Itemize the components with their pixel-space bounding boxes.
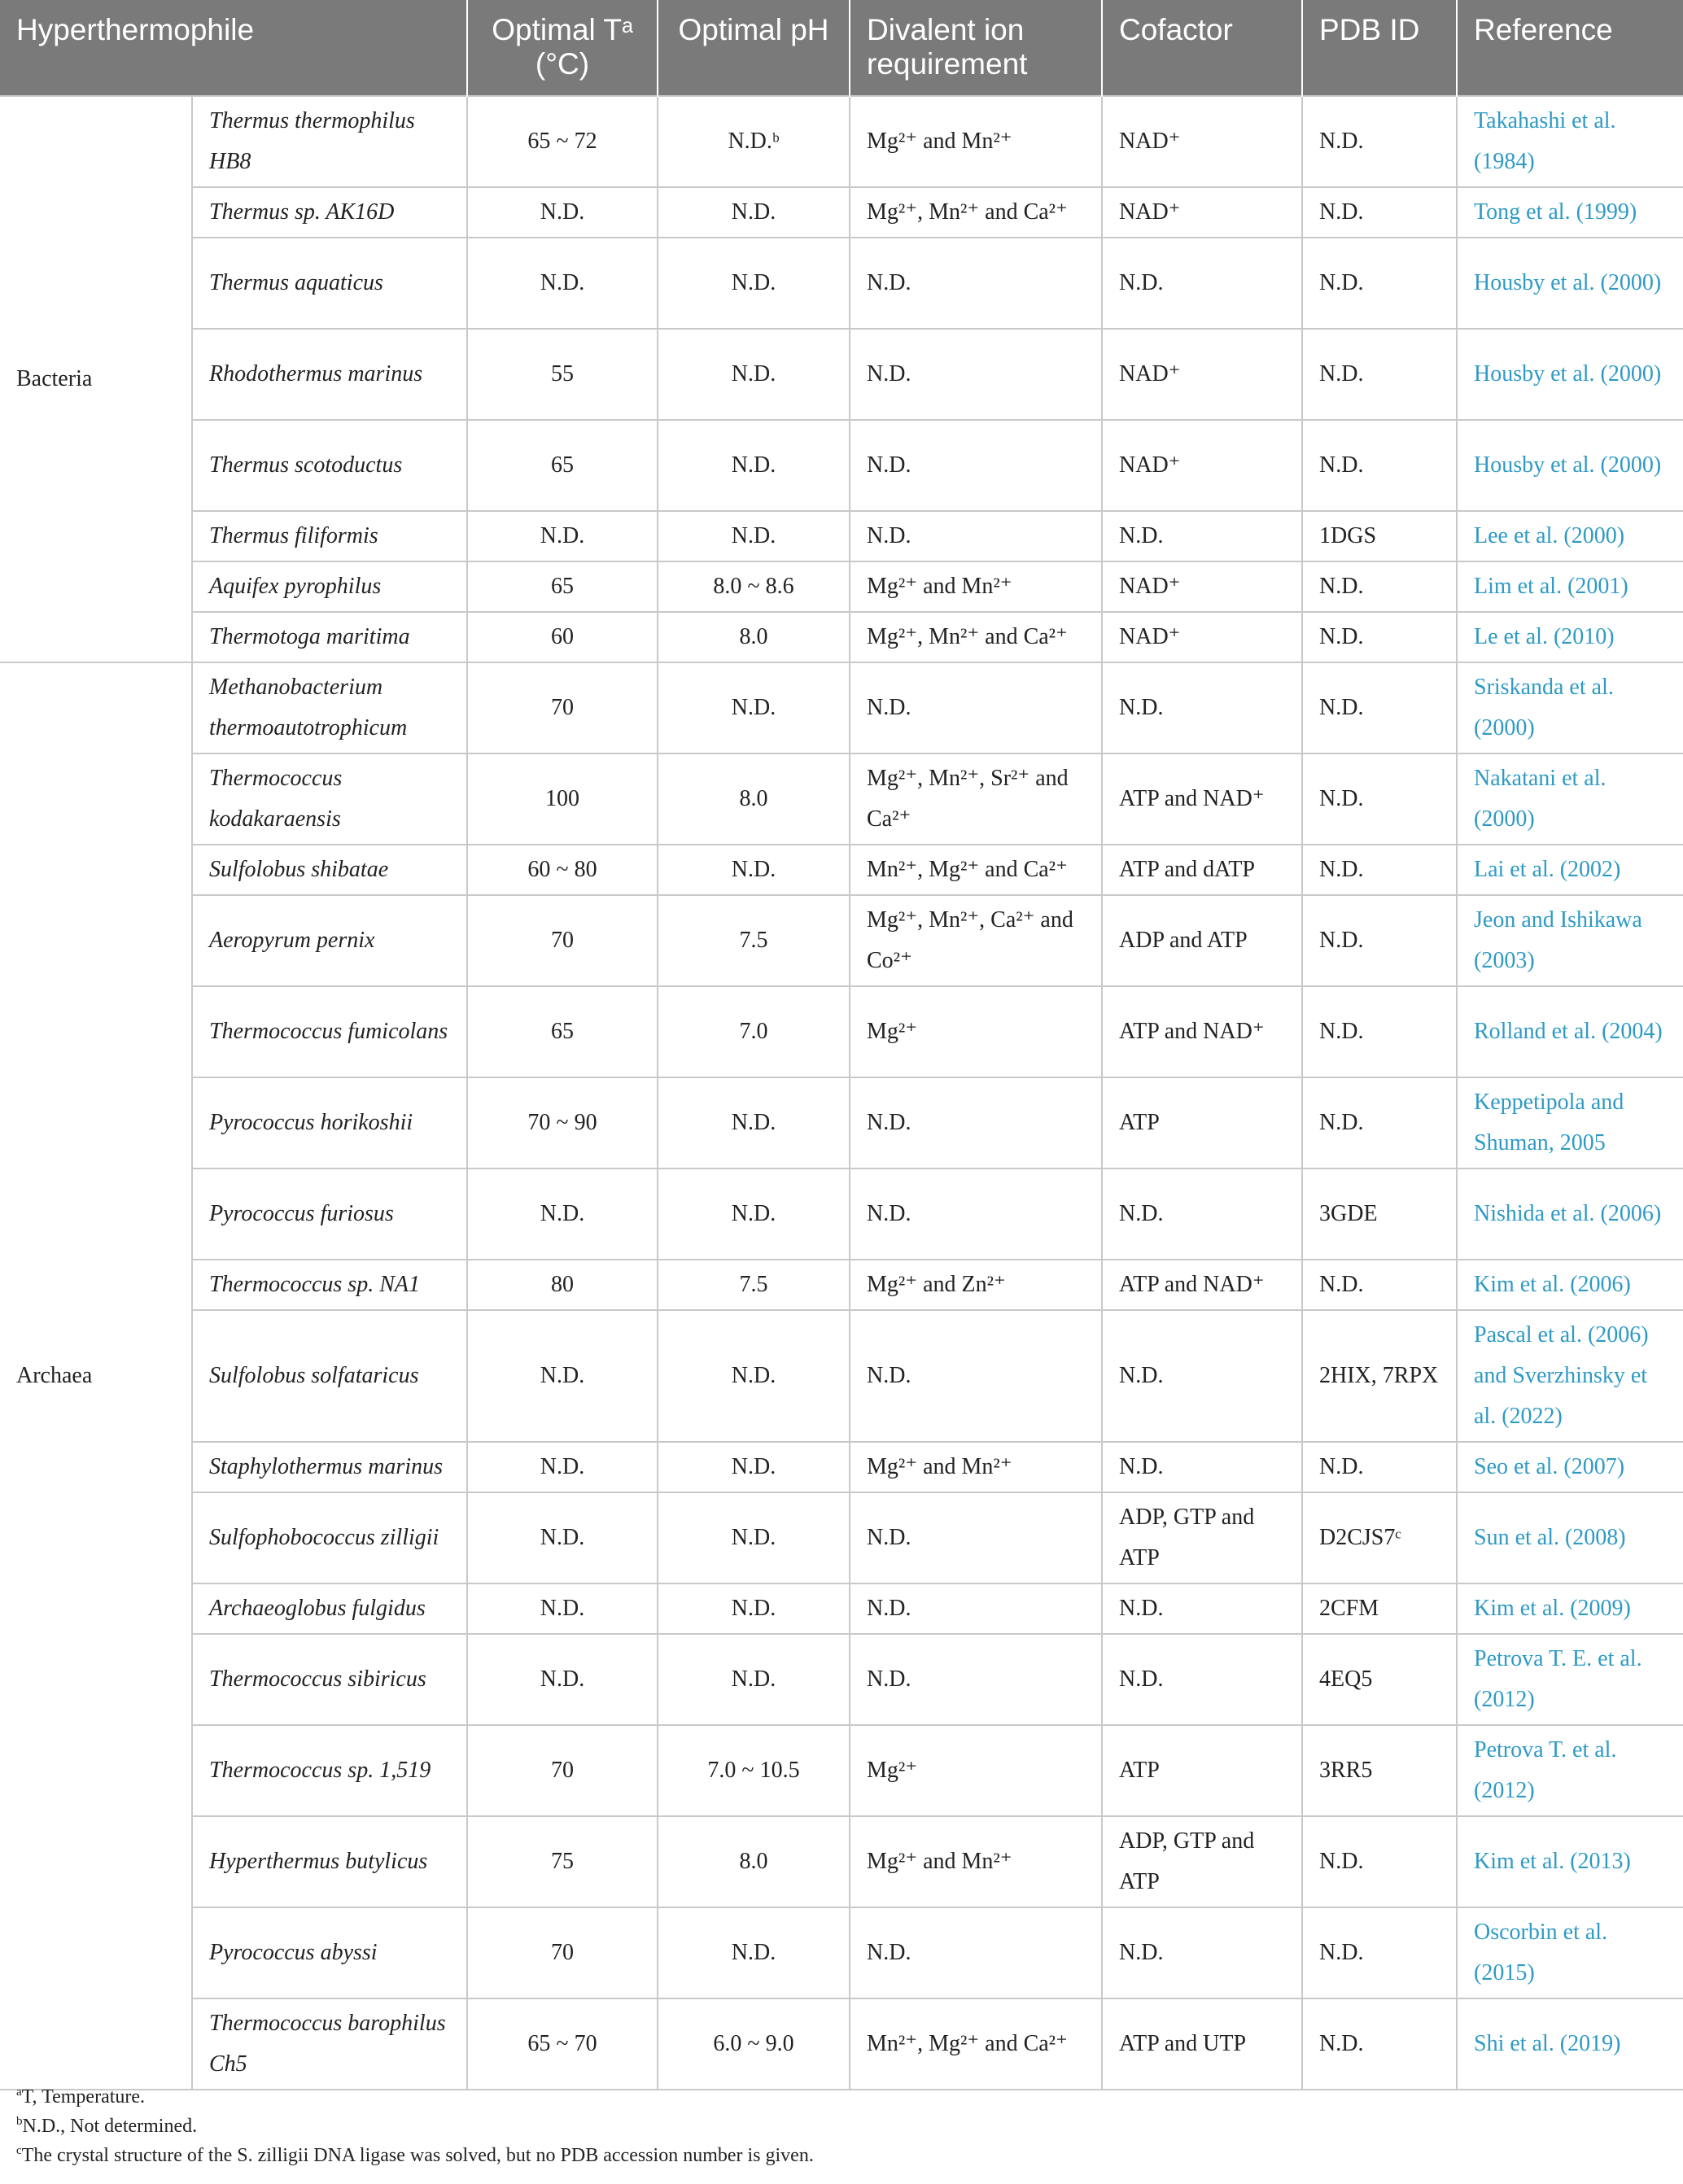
- cell-optimal-temperature: 80: [467, 1260, 658, 1310]
- cell-cofactor: N.D.: [1102, 1310, 1302, 1442]
- cell-pdb-id: N.D.: [1302, 986, 1457, 1077]
- table-row: [0, 1725, 1683, 1816]
- cell-divalent-ion: N.D.: [850, 1077, 1102, 1168]
- footnote-a: $^a$T, Temperature.: [16, 2086, 146, 2108]
- cell-reference[interactable]: Lim et al. (2001): [1457, 561, 1683, 612]
- table-row: [0, 1310, 1683, 1442]
- table-row: [0, 753, 1683, 845]
- cell-optimal-temperature: 65 ~ 70: [467, 1998, 658, 2090]
- table-row: [0, 420, 1683, 511]
- cell-cofactor: ATP: [1102, 1725, 1302, 1816]
- cell-pdb-id: D2CJS7ᶜ: [1302, 1492, 1457, 1583]
- cell-divalent-ion: N.D.: [850, 238, 1102, 329]
- cell-divalent-ion: N.D.: [850, 1907, 1102, 1998]
- cell-cofactor: ADP, GTP and ATP: [1102, 1492, 1302, 1583]
- cell-cofactor: N.D.: [1102, 1168, 1302, 1260]
- cell-divalent-ion: N.D.: [850, 1492, 1102, 1583]
- cell-pdb-id: N.D.: [1302, 1998, 1457, 2090]
- table-row: [0, 238, 1683, 329]
- cell-optimal-ph: N.D.: [658, 1077, 850, 1168]
- cell-species: Thermus thermophilus HB8: [192, 96, 467, 187]
- cell-species: Thermococcus fumicolans: [192, 986, 467, 1077]
- cell-divalent-ion: N.D.: [850, 329, 1102, 420]
- cell-optimal-temperature: N.D.: [467, 1492, 658, 1583]
- cell-optimal-temperature: N.D.: [467, 1583, 658, 1634]
- cell-optimal-ph: 8.0: [658, 1816, 850, 1907]
- cell-optimal-temperature: 65: [467, 420, 658, 511]
- cell-divalent-ion: Mg²⁺: [850, 1725, 1102, 1816]
- cell-divalent-ion: N.D.: [850, 511, 1102, 561]
- cell-optimal-ph: N.D.ᵇ: [658, 96, 850, 187]
- cell-species: Hyperthermus butylicus: [192, 1816, 467, 1907]
- cell-divalent-ion: N.D.: [850, 1634, 1102, 1725]
- cell-reference[interactable]: Nishida et al. (2006): [1457, 1168, 1683, 1260]
- cell-species: Pyrococcus abyssi: [192, 1907, 467, 1998]
- cell-pdb-id: N.D.: [1302, 612, 1457, 662]
- cell-divalent-ion: Mg²⁺ and Zn²⁺: [850, 1260, 1102, 1310]
- header-hyperthermophile: Hyperthermophile: [0, 0, 467, 96]
- cell-optimal-temperature: 65 ~ 72: [467, 96, 658, 187]
- table-row: [0, 561, 1683, 612]
- cell-species: Thermus scotoductus: [192, 420, 467, 511]
- table-row: [0, 96, 1683, 187]
- cell-optimal-ph: 8.0 ~ 8.6: [658, 561, 850, 612]
- cell-optimal-ph: N.D.: [658, 329, 850, 420]
- cell-optimal-temperature: 60: [467, 612, 658, 662]
- cell-cofactor: ATP and dATP: [1102, 845, 1302, 895]
- table-row: [0, 1998, 1683, 2090]
- cell-divalent-ion: Mg²⁺, Mn²⁺ and Ca²⁺: [850, 187, 1102, 238]
- footnote-c: $^c$The crystal structure of the S. zilligii DNA ligase was solved, but no PDB accession number is given.: [16, 2144, 814, 2166]
- table-row: [0, 1583, 1683, 1634]
- cell-pdb-id: 3RR5: [1302, 1725, 1457, 1816]
- cell-pdb-id: N.D.: [1302, 1260, 1457, 1310]
- cell-pdb-id: N.D.: [1302, 1907, 1457, 1998]
- cell-cofactor: NAD⁺: [1102, 612, 1302, 662]
- cell-reference[interactable]: Oscorbin et al. (2015): [1457, 1907, 1683, 1998]
- cell-pdb-id: 2HIX, 7RPX: [1302, 1310, 1457, 1442]
- table-row: [0, 662, 1683, 753]
- cell-pdb-id: N.D.: [1302, 753, 1457, 845]
- cell-reference[interactable]: Housby et al. (2000): [1457, 329, 1683, 420]
- cell-divalent-ion: N.D.: [850, 1168, 1102, 1260]
- header-cofactor: Cofactor: [1102, 0, 1302, 96]
- cell-reference[interactable]: Kim et al. (2006): [1457, 1260, 1683, 1310]
- footnote-b: $^b$N.D., Not determined.: [16, 2115, 198, 2137]
- cell-species: Thermus aquaticus: [192, 238, 467, 329]
- cell-species: Archaeoglobus fulgidus: [192, 1583, 467, 1634]
- cell-optimal-temperature: 70: [467, 1907, 658, 1998]
- cell-cofactor: ATP and NAD⁺: [1102, 753, 1302, 845]
- cell-cofactor: N.D.: [1102, 511, 1302, 561]
- cell-optimal-temperature: N.D.: [467, 238, 658, 329]
- cell-cofactor: N.D.: [1102, 1442, 1302, 1492]
- table-row: [0, 187, 1683, 238]
- group-label-archaea: Archaea: [0, 662, 192, 2090]
- cell-reference[interactable]: Sriskanda et al. (2000): [1457, 662, 1683, 753]
- cell-pdb-id: N.D.: [1302, 329, 1457, 420]
- cell-optimal-temperature: 60 ~ 80: [467, 845, 658, 895]
- cell-optimal-ph: 6.0 ~ 9.0: [658, 1998, 850, 2090]
- cell-reference[interactable]: Housby et al. (2000): [1457, 420, 1683, 511]
- cell-optimal-temperature: 70: [467, 1725, 658, 1816]
- cell-optimal-ph: N.D.: [658, 1634, 850, 1725]
- cell-cofactor: ATP and UTP: [1102, 1998, 1302, 2090]
- cell-optimal-temperature: N.D.: [467, 1310, 658, 1442]
- cell-pdb-id: N.D.: [1302, 238, 1457, 329]
- cell-divalent-ion: Mg²⁺ and Mn²⁺: [850, 96, 1102, 187]
- cell-reference[interactable]: Housby et al. (2000): [1457, 238, 1683, 329]
- cell-reference[interactable]: Nakatani et al. (2000): [1457, 753, 1683, 845]
- cell-reference[interactable]: Jeon and Ishikawa (2003): [1457, 895, 1683, 986]
- cell-optimal-ph: 8.0: [658, 612, 850, 662]
- cell-reference[interactable]: Takahashi et al. (1984): [1457, 96, 1683, 187]
- cell-pdb-id: N.D.: [1302, 187, 1457, 238]
- cell-cofactor: ATP and NAD⁺: [1102, 986, 1302, 1077]
- cell-cofactor: N.D.: [1102, 1907, 1302, 1998]
- table-row: [0, 845, 1683, 895]
- footnotes: [0, 2080, 1683, 2168]
- cell-species: Sulfolobus solfataricus: [192, 1310, 467, 1442]
- cell-optimal-temperature: N.D.: [467, 187, 658, 238]
- cell-pdb-id: N.D.: [1302, 1816, 1457, 1907]
- cell-pdb-id: N.D.: [1302, 845, 1457, 895]
- cell-species: Aeropyrum pernix: [192, 895, 467, 986]
- cell-species: Pyrococcus furiosus: [192, 1168, 467, 1260]
- cell-divalent-ion: Mg²⁺: [850, 986, 1102, 1077]
- cell-optimal-temperature: N.D.: [467, 1442, 658, 1492]
- cell-species: Methanobacterium thermoautotrophicum: [192, 662, 467, 753]
- cell-reference[interactable]: Kim et al. (2013): [1457, 1816, 1683, 1907]
- cell-pdb-id: N.D.: [1302, 1077, 1457, 1168]
- header-divalent-ion: Divalent ion requirement: [850, 0, 1102, 96]
- cell-cofactor: N.D.: [1102, 662, 1302, 753]
- cell-reference[interactable]: Lee et al. (2000): [1457, 511, 1683, 561]
- cell-optimal-temperature: 100: [467, 753, 658, 845]
- cell-optimal-temperature: N.D.: [467, 511, 658, 561]
- cell-optimal-ph: N.D.: [658, 238, 850, 329]
- cell-optimal-temperature: 70: [467, 895, 658, 986]
- cell-reference[interactable]: Petrova T. et al. (2012): [1457, 1725, 1683, 1816]
- table-row: [0, 1442, 1683, 1492]
- cell-optimal-temperature: 55: [467, 329, 658, 420]
- table-row: [0, 329, 1683, 420]
- group-label-bacteria: Bacteria: [0, 96, 192, 662]
- cell-pdb-id: N.D.: [1302, 96, 1457, 187]
- header-reference: Reference: [1457, 0, 1683, 96]
- cell-pdb-id: N.D.: [1302, 1442, 1457, 1492]
- cell-divalent-ion: N.D.: [850, 1310, 1102, 1442]
- cell-optimal-ph: N.D.: [658, 1442, 850, 1492]
- cell-optimal-ph: N.D.: [658, 511, 850, 561]
- cell-cofactor: N.D.: [1102, 1634, 1302, 1725]
- cell-divalent-ion: Mg²⁺, Mn²⁺ and Ca²⁺: [850, 612, 1102, 662]
- cell-cofactor: NAD⁺: [1102, 187, 1302, 238]
- cell-optimal-temperature: N.D.: [467, 1634, 658, 1725]
- cell-reference[interactable]: Kim et al. (2009): [1457, 1583, 1683, 1634]
- cell-optimal-temperature: 70: [467, 662, 658, 753]
- cell-divalent-ion: Mn²⁺, Mg²⁺ and Ca²⁺: [850, 845, 1102, 895]
- cell-optimal-ph: N.D.: [658, 1492, 850, 1583]
- cell-divalent-ion: N.D.: [850, 1583, 1102, 1634]
- cell-reference[interactable]: Pascal et al. (2006) and Sverzhinsky et al. (2022): [1457, 1310, 1683, 1442]
- cell-optimal-temperature: 70 ~ 90: [467, 1077, 658, 1168]
- header-optimal-ph: Optimal pH: [658, 0, 850, 96]
- cell-species: Thermus sp. AK16D: [192, 187, 467, 238]
- cell-optimal-ph: 7.0 ~ 10.5: [658, 1725, 850, 1816]
- table-row: [0, 895, 1683, 986]
- cell-reference[interactable]: Rolland et al. (2004): [1457, 986, 1683, 1077]
- cell-optimal-ph: N.D.: [658, 420, 850, 511]
- cell-species: Aquifex pyrophilus: [192, 561, 467, 612]
- cell-reference[interactable]: Lai et al. (2002): [1457, 845, 1683, 895]
- cell-species: Sulfophobococcus zilligii: [192, 1492, 467, 1583]
- cell-cofactor: ATP: [1102, 1077, 1302, 1168]
- cell-pdb-id: N.D.: [1302, 561, 1457, 612]
- cell-pdb-id: N.D.: [1302, 420, 1457, 511]
- cell-divalent-ion: Mg²⁺ and Mn²⁺: [850, 1442, 1102, 1492]
- cell-optimal-ph: N.D.: [658, 845, 850, 895]
- cell-reference[interactable]: Petrova T. E. et al. (2012): [1457, 1634, 1683, 1725]
- cell-optimal-ph: 8.0: [658, 753, 850, 845]
- cell-optimal-ph: N.D.: [658, 1310, 850, 1442]
- cell-cofactor: ADP, GTP and ATP: [1102, 1816, 1302, 1907]
- header-pdb-id: PDB ID: [1302, 0, 1457, 96]
- cell-pdb-id: 2CFM: [1302, 1583, 1457, 1634]
- cell-species: Thermotoga maritima: [192, 612, 467, 662]
- cell-reference[interactable]: Le et al. (2010): [1457, 612, 1683, 662]
- cell-reference[interactable]: Tong et al. (1999): [1457, 187, 1683, 238]
- header-optimal-temperature: Optimal Tᵃ (°C): [467, 0, 658, 96]
- cell-reference[interactable]: Keppetipola and Shuman, 2005: [1457, 1077, 1683, 1168]
- cell-cofactor: N.D.: [1102, 1583, 1302, 1634]
- cell-divalent-ion: Mg²⁺, Mn²⁺, Ca²⁺ and Co²⁺: [850, 895, 1102, 986]
- cell-pdb-id: 3GDE: [1302, 1168, 1457, 1260]
- cell-pdb-id: 4EQ5: [1302, 1634, 1457, 1725]
- table-row: [0, 612, 1683, 662]
- cell-optimal-ph: N.D.: [658, 1583, 850, 1634]
- cell-cofactor: N.D.: [1102, 238, 1302, 329]
- cell-pdb-id: N.D.: [1302, 895, 1457, 986]
- cell-species: Thermococcus kodakaraensis: [192, 753, 467, 845]
- cell-cofactor: ATP and NAD⁺: [1102, 1260, 1302, 1310]
- cell-divalent-ion: Mg²⁺ and Mn²⁺: [850, 1816, 1102, 1907]
- cell-cofactor: NAD⁺: [1102, 329, 1302, 420]
- cell-optimal-ph: 7.5: [658, 1260, 850, 1310]
- table-row: [0, 1816, 1683, 1907]
- cell-divalent-ion: Mn²⁺, Mg²⁺ and Ca²⁺: [850, 1998, 1102, 2090]
- cell-cofactor: NAD⁺: [1102, 420, 1302, 511]
- cell-optimal-temperature: 65: [467, 986, 658, 1077]
- header-row: [0, 0, 1683, 96]
- cell-optimal-ph: 7.5: [658, 895, 850, 986]
- table-row: [0, 1907, 1683, 1998]
- cell-optimal-ph: N.D.: [658, 1168, 850, 1260]
- cell-optimal-ph: N.D.: [658, 662, 850, 753]
- cell-optimal-ph: N.D.: [658, 1907, 850, 1998]
- cell-species: Thermococcus sp. NA1: [192, 1260, 467, 1310]
- cell-pdb-id: N.D.: [1302, 662, 1457, 753]
- table-row: [0, 1168, 1683, 1260]
- cell-cofactor: ADP and ATP: [1102, 895, 1302, 986]
- cell-species: Thermus filiformis: [192, 511, 467, 561]
- table-row: [0, 1260, 1683, 1310]
- cell-optimal-ph: 7.0: [658, 986, 850, 1077]
- cell-divalent-ion: Mg²⁺ and Mn²⁺: [850, 561, 1102, 612]
- cell-reference[interactable]: Seo et al. (2007): [1457, 1442, 1683, 1492]
- cell-cofactor: NAD⁺: [1102, 96, 1302, 187]
- cell-reference[interactable]: Shi et al. (2019): [1457, 1998, 1683, 2090]
- table-row: [0, 1634, 1683, 1725]
- cell-optimal-ph: N.D.: [658, 187, 850, 238]
- cell-cofactor: NAD⁺: [1102, 561, 1302, 612]
- table-row: [0, 1077, 1683, 1168]
- cell-optimal-temperature: N.D.: [467, 1168, 658, 1260]
- cell-divalent-ion: Mg²⁺, Mn²⁺, Sr²⁺ and Ca²⁺: [850, 753, 1102, 845]
- cell-optimal-temperature: 75: [467, 1816, 658, 1907]
- table-row: [0, 986, 1683, 1077]
- cell-optimal-temperature: 65: [467, 561, 658, 612]
- cell-divalent-ion: N.D.: [850, 662, 1102, 753]
- cell-divalent-ion: N.D.: [850, 420, 1102, 511]
- cell-species: Sulfolobus shibatae: [192, 845, 467, 895]
- table-row: [0, 511, 1683, 561]
- cell-species: Pyrococcus horikoshii: [192, 1077, 467, 1168]
- cell-species: Staphylothermus marinus: [192, 1442, 467, 1492]
- cell-species: Thermococcus sibiricus: [192, 1634, 467, 1725]
- cell-species: Rhodothermus marinus: [192, 329, 467, 420]
- cell-species: Thermococcus sp. 1,519: [192, 1725, 467, 1816]
- cell-reference[interactable]: Sun et al. (2008): [1457, 1492, 1683, 1583]
- table-row: [0, 1492, 1683, 1583]
- cell-species: Thermococcus barophilus Ch5: [192, 1998, 467, 2090]
- cell-pdb-id: 1DGS: [1302, 511, 1457, 561]
